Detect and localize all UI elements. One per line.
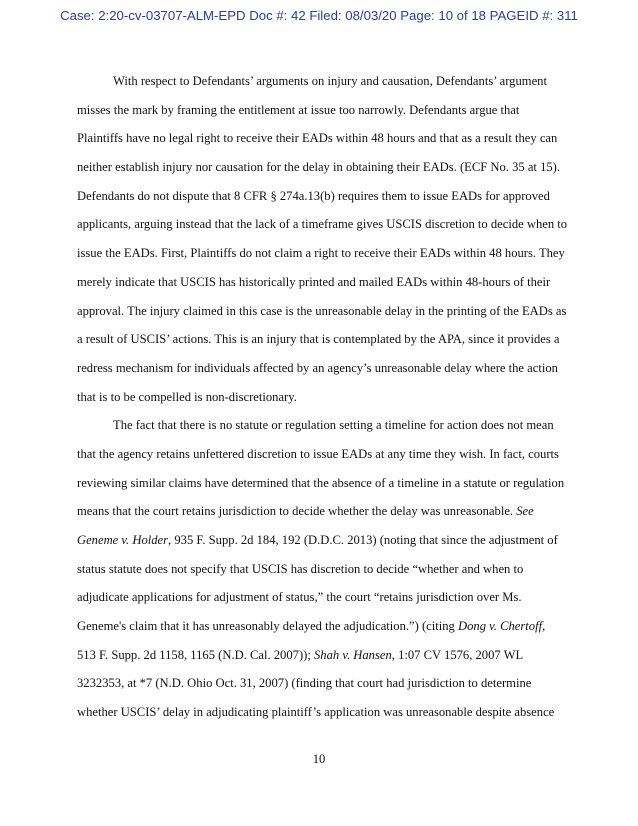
body-line: redress mechanism for individuals affected by an agency’s unreasonable delay where the action <box>77 360 558 375</box>
document-body <box>77 67 573 727</box>
body-line: Defendants do not dispute that 8 CFR § 274a.13(b) requires them to issue EADs for approved <box>77 188 550 203</box>
body-line: merely indicate that USCIS has historically printed and mailed EADs within 48-hours of their <box>77 274 551 289</box>
body-line: reviewing similar claims have determined that the absence of a timeline in a statute or regulation <box>77 475 565 490</box>
body-line <box>77 526 573 555</box>
case-name: Dong v. Chertoff <box>458 619 543 634</box>
body-line: a result of USCIS’ actions. This is an injury that is contemplated by the APA, since it provides a <box>77 332 560 347</box>
case-name: Geneme v. Holder <box>77 533 169 547</box>
body-line <box>77 497 573 526</box>
body-text: , 1:07 CV 1576, 2007 WL <box>391 647 524 662</box>
body-line: whether USCIS’ delay in adjudicating plaintiff’s application was unreasonable despite absence <box>77 705 555 720</box>
body-line: status statute does not specify that USCIS has discretion to decide “whether and when to <box>77 561 524 576</box>
body-line: applicants, arguing instead that the lack of a timeframe gives USCIS discretion to decide when to <box>77 217 568 232</box>
body-line: that is to be compelled is non-discretionary. <box>77 389 297 404</box>
body-line: adjudicate applications for adjustment of status,” the court “retains jurisdiction over Ms. <box>77 590 522 605</box>
case-header-stamp: Case: 2:20-cv-03707-ALM-EPD Doc #: 42 Filed: 08/03/20 Page: 10 of 18 PAGEID #: 311 <box>60 8 578 23</box>
page-number: 10 <box>312 752 326 766</box>
body-text: 513 F. Supp. 2d 1158, 1165 (N.D. Cal. 2007)); <box>77 647 311 662</box>
body-line: Plaintiffs have no legal right to receive their EADs within 48 hours and that as a result they can <box>77 131 558 146</box>
body-line: misses the mark by framing the entitlement at issue too narrowly. Defendants argue that <box>77 102 520 117</box>
body-text: , 935 F. Supp. 2d 184, 192 (D.D.C. 2013) (noting that since the adjustment of <box>168 533 558 547</box>
body-line: With respect to Defendants’ arguments on injury and causation, Defendants’ argument <box>113 74 547 88</box>
body-text: Geneme's claim that it has unreasonably delayed the adjudication.”) (citing <box>77 619 455 634</box>
citation-signal: See <box>516 504 534 519</box>
body-text: means that the court retains jurisdiction to decide whether the delay was unreasonable. <box>77 504 514 519</box>
body-line: 3232353, at *7 (N.D. Ohio Oct. 31, 2007) (finding that court had jurisdiction to determine <box>77 676 532 691</box>
body-line: issue the EADs. First, Plaintiffs do not claim a right to receive their EADs within 48 hours. They <box>77 246 565 261</box>
body-line: The fact that there is no statute or regulation setting a timeline for action does not mean <box>113 418 554 433</box>
body-text: , <box>542 619 546 634</box>
body-line: neither establish injury nor causation for the delay in obtaining their EADs. (ECF No. 35 at 15). <box>77 160 561 175</box>
case-name: Shah v. Hansen <box>314 647 392 662</box>
body-line: approval. The injury claimed in this case is the unreasonable delay in the printing of the EADs as <box>77 303 567 318</box>
body-line: that the agency retains unfettered discretion to issue EADs at any time they wish. In fact, courts <box>77 446 559 461</box>
body-line <box>77 612 573 641</box>
body-line <box>77 641 573 670</box>
